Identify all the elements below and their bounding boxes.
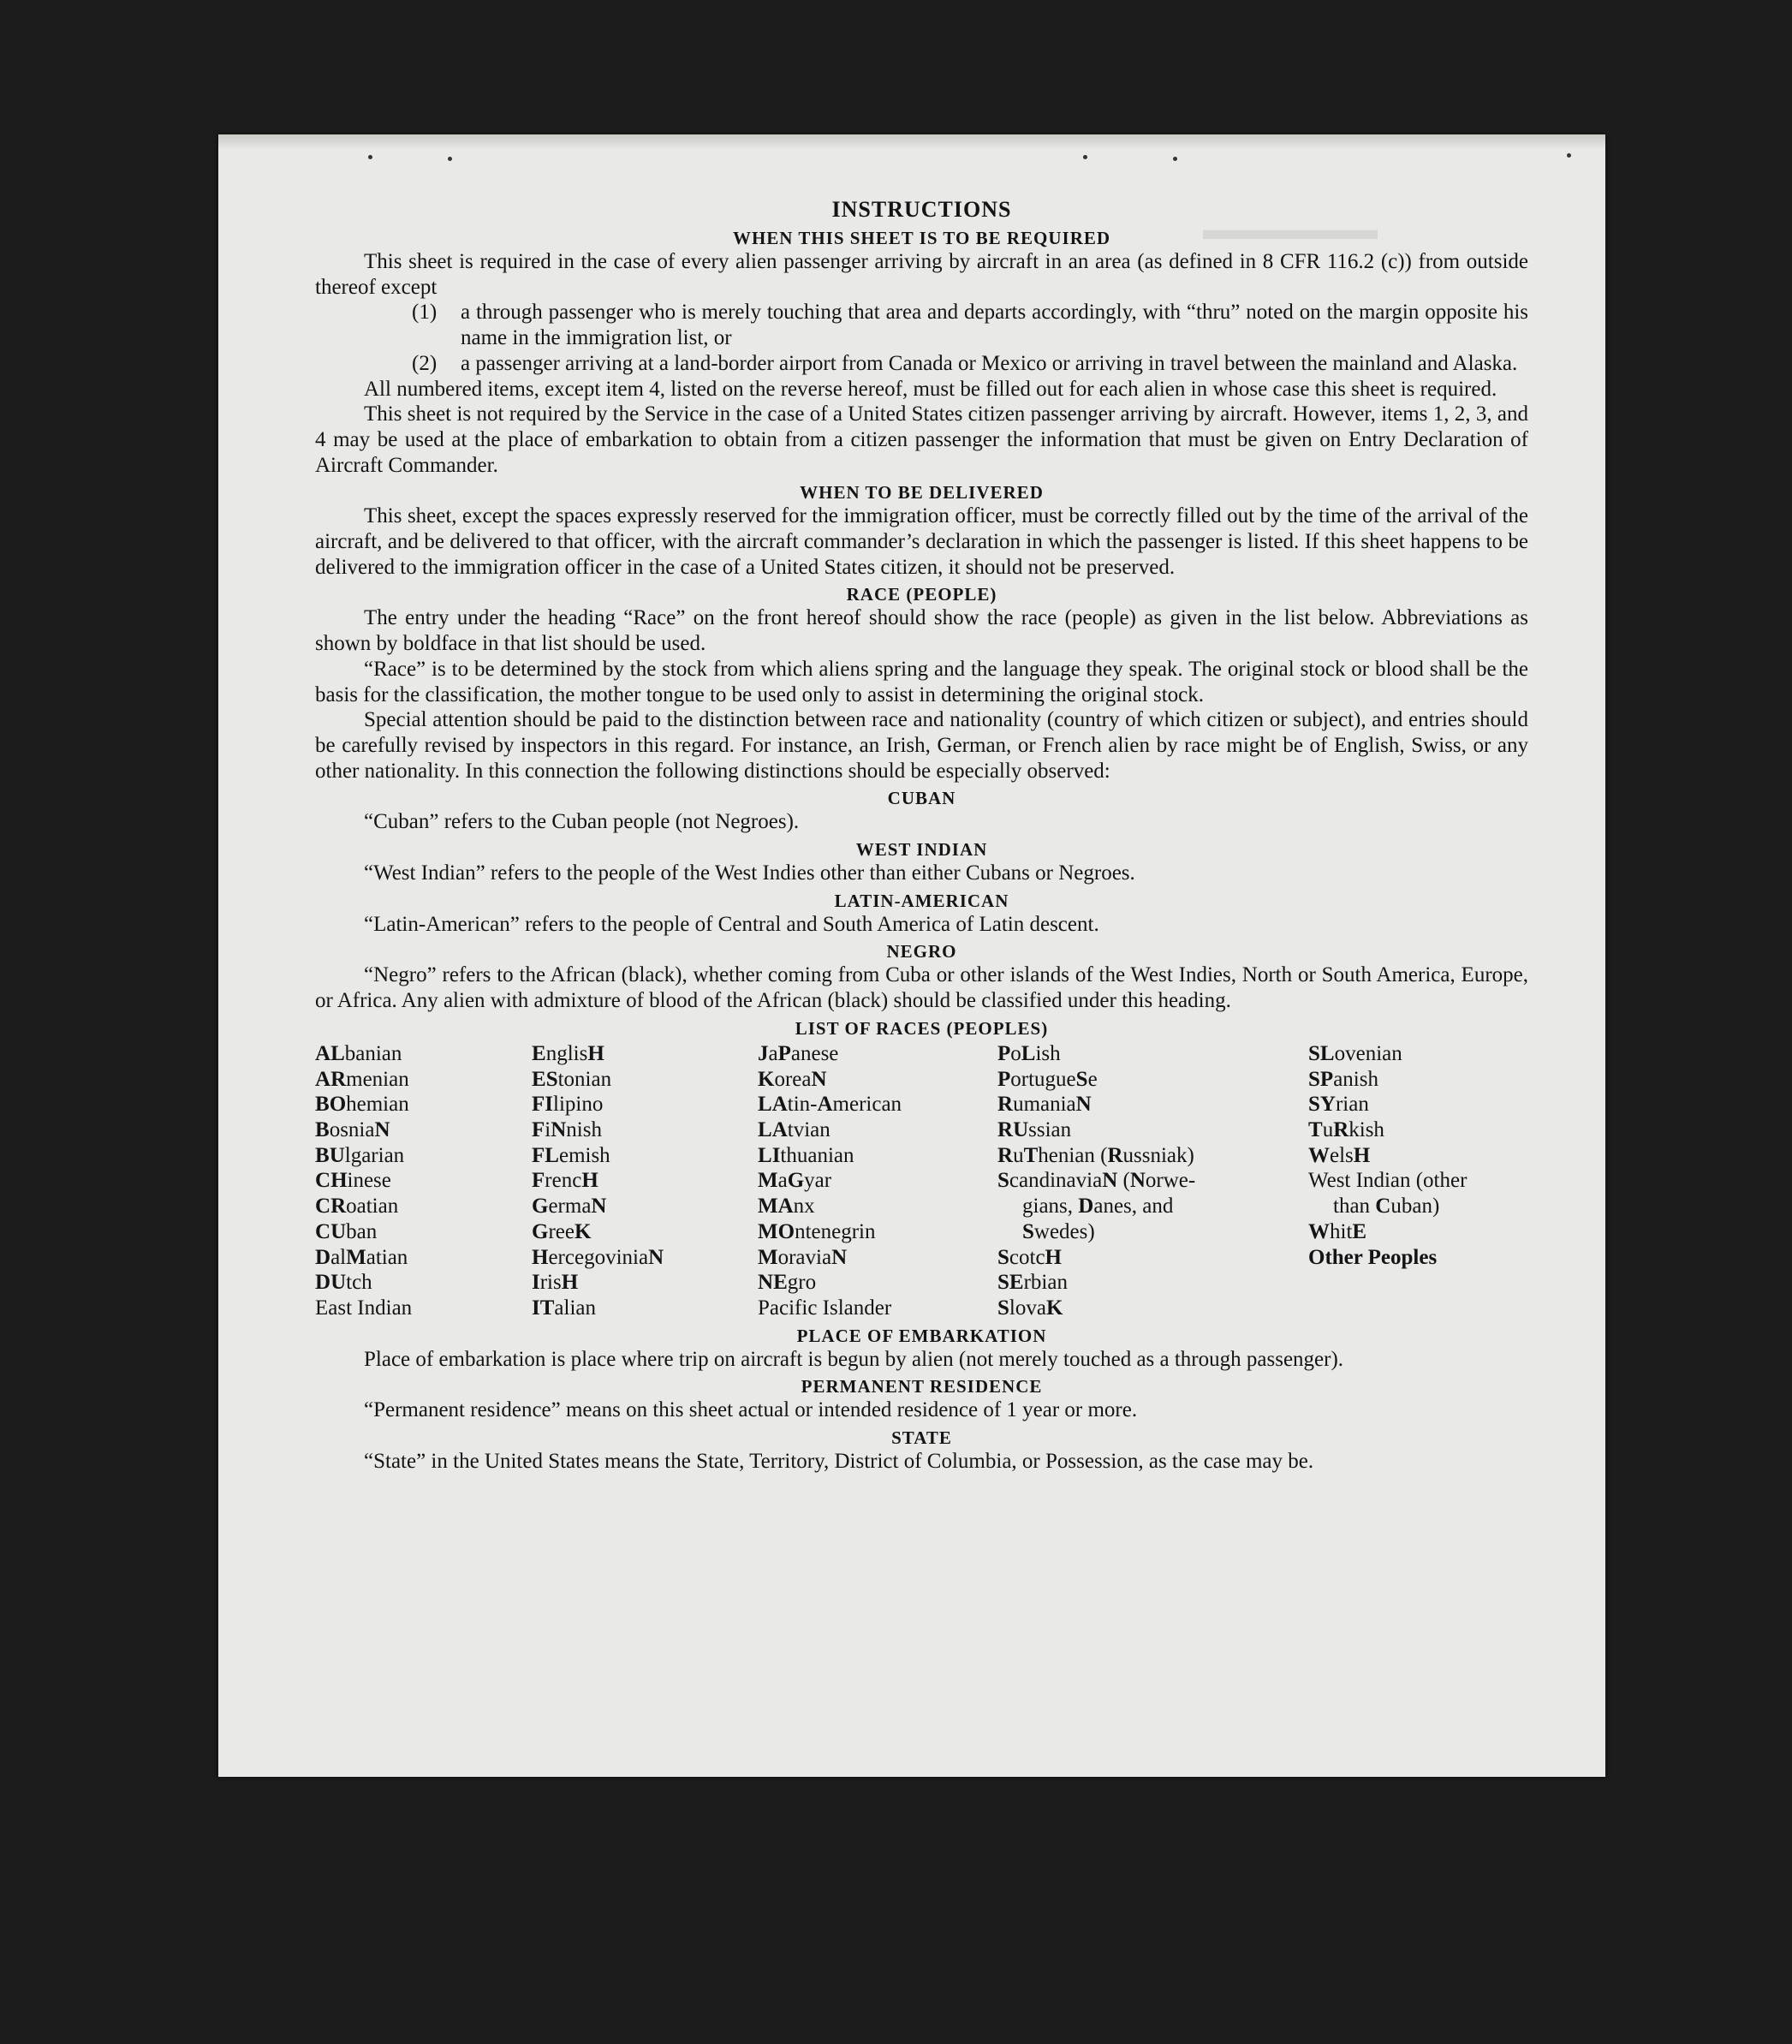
race-item: Swedes)	[1022, 1219, 1095, 1243]
race-column	[532, 1041, 758, 1321]
bleed-through-text: ▬▬▬▬▬▬	[1203, 213, 1378, 246]
race-item: LAtin-American	[758, 1093, 902, 1117]
race-column	[997, 1041, 1308, 1321]
race-item: TuRkish	[1308, 1117, 1384, 1141]
punch-dot	[1173, 157, 1177, 161]
race-item: CHinese	[315, 1169, 391, 1193]
race-item: IrisH	[532, 1271, 579, 1295]
race-column	[758, 1041, 997, 1321]
race-item: SlovaK	[997, 1296, 1063, 1320]
race-item: DalMatian	[315, 1245, 408, 1269]
race-item: BosniaN	[315, 1117, 390, 1141]
race-item: MoraviaN	[758, 1245, 848, 1269]
race-item: MAnx	[758, 1195, 815, 1219]
race-item: than Cuban)	[1333, 1195, 1440, 1219]
race-list	[315, 1041, 1528, 1321]
race-item: gians, Danes, and	[1022, 1195, 1174, 1219]
race-item: GermaN	[532, 1195, 607, 1219]
race-item: LIthuanian	[758, 1143, 854, 1167]
race-item: JaPanese	[758, 1041, 839, 1065]
race-item: MaGyar	[758, 1169, 832, 1193]
section-heading: PERMANENT RESIDENCE	[801, 1376, 1043, 1397]
race-item: CRoatian	[315, 1195, 399, 1219]
race-item: FLemish	[532, 1143, 610, 1167]
item-number: (2)	[412, 351, 438, 375]
race-item: CUban	[315, 1219, 378, 1243]
race-item: SLovenian	[1308, 1041, 1402, 1065]
paragraph: The entry under the heading “Race” on the front hereof should show the race (people) as given in the list below. Abbreviations as shown by boldface in that list should be used.	[315, 606, 1528, 656]
race-item: PortugueSe	[997, 1067, 1098, 1091]
section-heading: LIST OF RACES (PEOPLES)	[795, 1017, 1049, 1039]
race-item: BOhemian	[315, 1093, 409, 1117]
item-number: (1)	[412, 301, 438, 325]
race-column	[1308, 1041, 1528, 1321]
race-item: ScandinaviaN (Norwe-	[997, 1169, 1196, 1193]
paragraph: This sheet, except the spaces expressly reserved for the immigration officer, must be correctly filled out by the time of the arrival of the aircraft, and be delivered to that officer, with the aircraft commander’s declaration in which the passenger is listed. If this sheet happens to be delivered to the immigration officer in the case of a United States citizen, it should not be preserved.	[315, 504, 1528, 579]
race-item: SErbian	[997, 1271, 1068, 1295]
paragraph: Special attention should be paid to the distinction between race and nationality (country of which citizen or subject), and entries should be carefully revised by inspectors in this regard. For instance, an Irish, German, or French alien by race might be of English, Swiss, or any other nationality. In this connection the following distinctions should be especially observed:	[315, 708, 1528, 783]
paragraph: Place of embarkation is place where trip on aircraft is begun by alien (not merely touched as a through passenger).	[364, 1347, 1344, 1371]
paragraph: “West Indian” refers to the people of the West Indies other than either Cubans or Negroes.	[364, 861, 1135, 885]
section-heading: NEGRO	[886, 941, 957, 962]
paragraph: “State” in the United States means the State, Territory, District of Columbia, or Possession, as the case may be.	[364, 1450, 1314, 1474]
race-item: NEgro	[758, 1271, 817, 1295]
race-item: FiNnish	[532, 1117, 602, 1141]
race-item: BUlgarian	[315, 1143, 405, 1167]
race-item: WhitE	[1308, 1219, 1367, 1243]
race-item: East Indian	[315, 1296, 413, 1320]
race-item: HercegoviniaN	[532, 1245, 664, 1269]
paragraph: “Negro” refers to the African (black), whether coming from Cuba or other islands of the West Indies, North or South America, Europe, or Africa. Any alien with admixture of blood of the African (black) should be classified under this heading.	[315, 963, 1528, 1013]
punch-dot	[448, 157, 452, 161]
section-heading: PLACE OF EMBARKATION	[796, 1325, 1047, 1346]
section-heading: WHEN THIS SHEET IS TO BE REQUIRED	[732, 228, 1111, 248]
paragraph: “Race” is to be determined by the stock from which aliens spring and the language they speak. The original stock or blood shall be the basis for the classification, the mother tongue to be used only to assist in determining the original stock.	[315, 657, 1528, 706]
race-item: PoLish	[997, 1041, 1061, 1065]
race-item: ScotcH	[997, 1245, 1062, 1269]
punch-dot	[1567, 153, 1571, 158]
race-item: LAtvian	[758, 1117, 831, 1141]
page-title: INSTRUCTIONS	[831, 197, 1012, 222]
paragraph: This sheet is not required by the Service in the case of a United States citizen passenger arriving by aircraft. However, items 1, 2, 3, and 4 may be used at the place of embarkation to obtain from a citizen passenger the information that must be given on Entry Declaration of Aircraft Commander.	[315, 402, 1528, 477]
instructions-content	[315, 196, 1528, 1475]
paragraph: This sheet is required in the case of every alien passenger arriving by aircraft in an area (as defined in 8 CFR 116.2 (c)) from outside thereof except	[315, 250, 1528, 299]
race-item: ALbanian	[315, 1041, 402, 1065]
document-sheet	[218, 134, 1605, 1777]
section-heading: RACE (PEOPLE)	[846, 584, 997, 605]
race-item: RuThenian (Russniak)	[997, 1143, 1194, 1167]
race-item: FrencH	[532, 1169, 598, 1193]
race-item: EnglisH	[532, 1041, 604, 1065]
paragraph: “Permanent residence” means on this sheet actual or intended residence of 1 year or more.	[364, 1398, 1138, 1422]
punch-dot	[368, 155, 372, 159]
list-item	[315, 351, 1528, 377]
race-item: RumaniaN	[997, 1093, 1092, 1117]
race-item: ARmenian	[315, 1067, 409, 1091]
punch-dot	[1083, 155, 1087, 159]
paragraph: “Cuban” refers to the Cuban people (not Negroes).	[364, 810, 800, 834]
section-heading: STATE	[891, 1427, 952, 1449]
race-item: West Indian (other	[1308, 1169, 1468, 1193]
section-heading: LATIN-AMERICAN	[834, 890, 1009, 911]
race-item: DUtch	[315, 1271, 372, 1295]
paragraph: “Latin-American” refers to the people of Central and South America of Latin descent.	[364, 912, 1099, 936]
race-item: Other Peoples	[1308, 1245, 1438, 1269]
list-item	[315, 300, 1528, 350]
item-text: a passenger arriving at a land-border airport from Canada or Mexico or arriving in travel between the mainland and Alaska.	[461, 351, 1518, 375]
section-heading: CUBAN	[887, 788, 956, 809]
section-heading: WEST INDIAN	[855, 839, 988, 861]
race-item: WelsH	[1308, 1143, 1371, 1167]
race-item: EStonian	[532, 1067, 612, 1091]
race-item: MOntenegrin	[758, 1219, 876, 1243]
race-item: Pacific Islander	[758, 1296, 892, 1320]
race-item: RUssian	[997, 1117, 1072, 1141]
race-item: SPanish	[1308, 1067, 1378, 1091]
paragraph: All numbered items, except item 4, listed on the reverse hereof, must be filled out for each alien in whose case this sheet is required.	[364, 377, 1497, 401]
race-item: FIlipino	[532, 1093, 604, 1117]
item-text: a through passenger who is merely touching that area and departs accordingly, with “thru” noted on the margin opposite his name in the immigration list, or	[461, 301, 1528, 350]
section-heading: WHEN TO BE DELIVERED	[800, 482, 1044, 504]
sheet-top-edge	[218, 134, 1605, 150]
race-column	[315, 1041, 532, 1321]
race-item: ITalian	[532, 1296, 597, 1320]
race-item: SYrian	[1308, 1093, 1369, 1117]
race-item: KoreaN	[758, 1067, 827, 1091]
race-item: GreeK	[532, 1219, 592, 1243]
